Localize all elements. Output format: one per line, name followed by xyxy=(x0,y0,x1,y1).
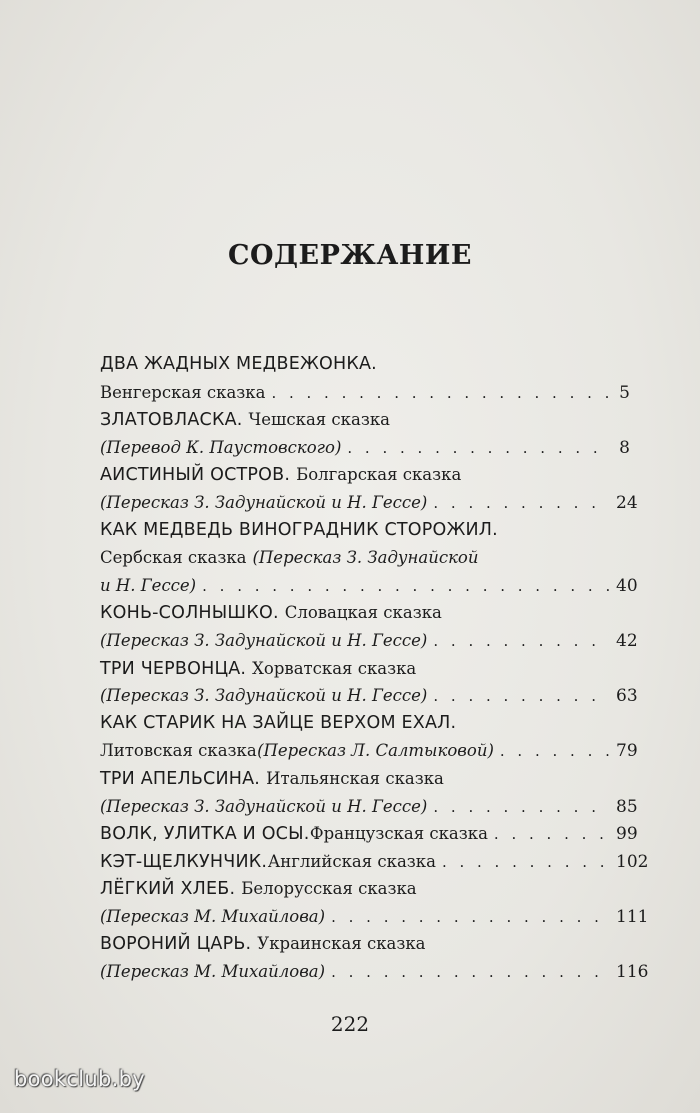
toc-leader-dots xyxy=(347,435,610,463)
toc-line xyxy=(100,351,630,379)
toc-page-number: 5 xyxy=(619,382,630,403)
toc-page-number: 40 xyxy=(616,575,638,596)
page-title: СОДЕРЖАНИЕ xyxy=(228,240,472,271)
toc-entry-title: ТРИ ЧЕРВОНЦА. xyxy=(100,658,247,679)
page-number: 222 xyxy=(330,1012,370,1036)
toc-line xyxy=(100,655,630,683)
toc-page-number: 85 xyxy=(616,796,638,817)
toc-entry-subtitle: Литовская сказка xyxy=(100,741,257,761)
toc-entry-credit-continued: и Н. Гессе) xyxy=(100,575,197,595)
toc-line xyxy=(100,930,630,958)
toc-page-number: 116 xyxy=(616,962,649,983)
toc-line xyxy=(100,903,649,931)
toc-line xyxy=(100,517,630,545)
toc-line xyxy=(100,544,630,572)
toc-line xyxy=(100,572,638,600)
toc-leader-dots xyxy=(271,380,610,408)
toc-line xyxy=(100,958,649,986)
toc-entry-subtitle: Словацкая сказка xyxy=(284,603,442,623)
toc-page-number: 111 xyxy=(616,906,649,927)
toc-entry-title: ВОРОНИЙ ЦАРЬ. xyxy=(100,934,252,955)
toc-line xyxy=(100,461,630,489)
toc-leader-dots xyxy=(202,573,610,601)
toc-entry-title: ДВА ЖАДНЫХ МЕДВЕЖОНКА. xyxy=(100,354,377,374)
toc-line xyxy=(100,379,630,407)
toc-entry-title: КЭТ-ЩЕЛКУНЧИК. xyxy=(100,851,268,872)
toc-line xyxy=(100,434,630,462)
toc-leader-dots xyxy=(433,683,610,711)
toc-entry-title: КАК СТАРИК НА ЗАЙЦЕ ВЕРХОМ ЕХАЛ. xyxy=(100,712,457,733)
toc-entry-credit: (Пересказ З. Задунайской и Н. Гессе) xyxy=(100,686,428,706)
toc-page-number: 102 xyxy=(616,851,649,872)
toc-entry-subtitle: Чешская сказка xyxy=(248,410,390,430)
watermark: bookclub.by xyxy=(14,1067,145,1091)
toc-page-number: 79 xyxy=(616,741,638,762)
toc-line xyxy=(100,627,638,655)
toc-line xyxy=(100,793,638,821)
toc-entry-credit: (Пересказ Л. Салтыковой) xyxy=(257,741,494,761)
toc-entry-subtitle: Сербская сказка xyxy=(100,548,247,568)
toc-entry-credit: (Пересказ М. Михайлова) xyxy=(100,962,326,982)
toc-entry-subtitle: Украинская сказка xyxy=(257,934,426,954)
toc-entry-title: ЗЛАТОВЛАСКА. xyxy=(100,410,243,431)
toc-leader-dots xyxy=(331,959,610,987)
toc-entry-subtitle: Английская сказка xyxy=(267,851,436,871)
toc-entry-subtitle: Французская сказка xyxy=(309,824,488,844)
toc-leader-dots xyxy=(331,904,610,932)
toc-entry-title: ВОЛК, УЛИТКА И ОСЫ. xyxy=(100,824,310,845)
toc-page-number: 42 xyxy=(616,630,638,651)
toc-entry-title: АИСТИНЫЙ ОСТРОВ. xyxy=(100,465,291,486)
toc-entry-credit: (Пересказ З. Задунайской и Н. Гессе) xyxy=(100,492,428,512)
toc-line xyxy=(100,765,630,793)
toc-entry-credit: (Пересказ З. Задунайской и Н. Гессе) xyxy=(100,796,428,816)
toc-page-number: 99 xyxy=(616,824,638,845)
toc-entry-credit: (Пересказ З. Задунайской xyxy=(252,548,479,568)
toc-leader-dots xyxy=(442,849,610,877)
toc-entry-subtitle: Хорватская сказка xyxy=(252,658,417,678)
toc-leader-dots xyxy=(433,490,610,518)
toc-line xyxy=(100,710,630,738)
toc-page-number: 8 xyxy=(619,437,630,458)
toc-line xyxy=(100,599,630,627)
toc-leader-dots xyxy=(433,794,610,822)
toc-entry-credit: (Перевод К. Паустовского) xyxy=(100,437,342,457)
toc-line xyxy=(100,406,630,434)
toc-entry-subtitle: Болгарская сказка xyxy=(296,465,462,485)
toc-leader-dots xyxy=(494,821,610,849)
toc-entry-subtitle: Венгерская сказка xyxy=(100,382,266,402)
toc-entry-title: ТРИ АПЕЛЬСИНА. xyxy=(100,768,261,789)
toc-entry-credit: (Пересказ М. Михайлова) xyxy=(100,906,326,926)
toc-line xyxy=(100,682,638,710)
toc-line xyxy=(100,848,649,876)
toc-leader-dots xyxy=(500,738,610,766)
toc-entry-subtitle: Итальянская сказка xyxy=(266,768,444,788)
toc-leader-dots xyxy=(433,628,610,656)
toc-page-number: 24 xyxy=(616,492,638,513)
toc-entry-title: ЛЁГКИЙ ХЛЕБ. xyxy=(100,879,236,900)
toc-line xyxy=(100,489,638,517)
toc-entry-title: КАК МЕДВЕДЬ ВИНОГРАДНИК СТОРОЖИЛ. xyxy=(100,519,498,540)
toc-page-number: 63 xyxy=(616,686,638,707)
toc-entry-subtitle: Белорусская сказка xyxy=(241,879,417,899)
toc-line xyxy=(100,875,630,903)
toc-line xyxy=(100,820,638,848)
toc-entry-title: КОНЬ-СОЛНЫШКО. xyxy=(100,603,279,624)
toc-entry-credit: (Пересказ З. Задунайской и Н. Гессе) xyxy=(100,630,428,650)
toc-line xyxy=(100,737,638,765)
table-of-contents xyxy=(100,351,649,986)
